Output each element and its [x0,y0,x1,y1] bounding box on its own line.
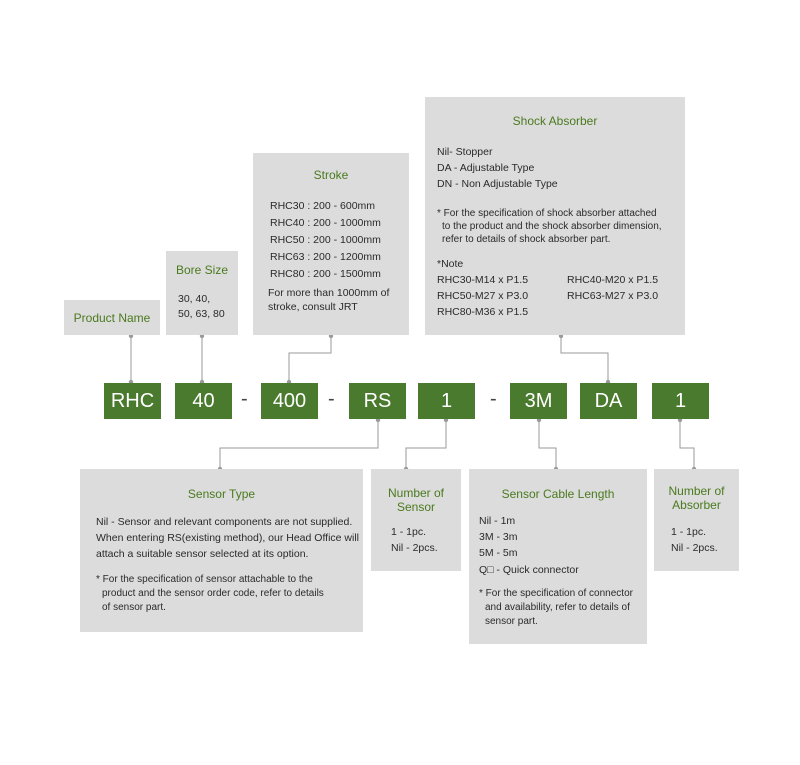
stroke-row: RHC80 : 200 - 1500mm [270,268,381,280]
shock-option: DN - Non Adjustable Type [437,178,558,190]
shock-thread: RHC50-M27 x P3.0 [437,290,529,302]
stroke-row: RHC30 : 200 - 600mm [270,200,376,212]
code-separator: - [328,388,335,410]
sensor-cable-spec2: and availability, refer to details of [485,602,630,613]
code-part-stroke: 400 [261,383,318,419]
sensor-type-spec3: of sensor part. [102,602,166,613]
shock-option: DA - Adjustable Type [437,162,535,174]
number-absorber-title1: Number of [668,484,725,498]
code-part-bore: 40 [175,383,232,419]
number-absorber-title2: Absorber [672,498,721,512]
code-part-number-sensor: 1 [418,383,475,419]
stroke-note-line1: For more than 1000mm of [268,287,390,299]
code-part-product: RHC [104,383,161,419]
stroke-row: RHC50 : 200 - 1000mm [270,234,381,246]
number-sensor-box [371,469,461,571]
number-absorber-box [654,469,739,571]
sensor-type-title: Sensor Type [187,487,256,501]
sensor-type-spec1: * For the specification of sensor attachable to the [96,574,313,585]
sensor-cable-option: 3M - 3m [479,531,518,543]
sensor-type-spec2: product and the sensor order code, refer to details [102,588,324,599]
sensor-cable-title: Sensor Cable Length [501,487,615,501]
sensor-cable-option: Nil - 1m [479,515,516,527]
connector-cable [539,419,556,469]
sensor-cable-spec1: * For the specification of connector [479,588,633,599]
connector-absorber [680,419,694,469]
sensor-cable-option: 5M - 5m [479,547,518,559]
connector-shock-absorber [561,336,608,383]
number-sensor-title2: Sensor [396,500,436,514]
connector-sensor-type [220,419,378,469]
stroke-title: Stroke [313,168,349,182]
shock-note-label: *Note [437,258,464,270]
number-absorber-opt1: 1 - 1pc. [671,526,707,538]
code-separator: - [241,388,248,410]
sensor-cable-box [469,469,647,644]
shock-spec-line2: to the product and the shock absorber dimension, [442,221,662,232]
code-part-number-absorber: 1 [652,383,709,419]
shock-thread: RHC63-M27 x P3.0 [567,290,659,302]
bore-size-title: Bore Size [175,263,229,277]
code-part-shock: DA [580,383,637,419]
stroke-row: RHC40 : 200 - 1000mm [270,217,381,229]
shock-absorber-title: Shock Absorber [512,114,598,128]
sensor-type-box [80,469,363,632]
stroke-note-line2: stroke, consult JRT [268,301,358,313]
number-sensor-opt2: Nil - 2pcs. [391,542,438,554]
bore-size-box [166,251,238,335]
shock-spec-line3: refer to details of shock absorber part. [442,234,611,245]
shock-option: Nil- Stopper [437,146,493,158]
number-absorber-opt2: Nil - 2pcs. [671,542,718,554]
shock-absorber-box [425,97,685,335]
stroke-box [253,153,409,335]
shock-thread: RHC80-M36 x P1.5 [437,306,529,318]
code-separator: - [490,388,497,410]
bore-size-line1: 30, 40, [178,293,211,305]
stroke-row: RHC63 : 200 - 1200mm [270,251,381,263]
sensor-type-line3: attach a suitable sensor selected at its option. [96,548,309,560]
sensor-cable-option: Q□ - Quick connector [479,564,579,576]
number-sensor-title1: Number of [387,486,445,500]
sensor-type-line2: When entering RS(existing method), our Head Office will [96,532,360,544]
product-name-box [64,300,160,335]
code-part-cable: 3M [510,383,567,419]
product-name-title: Product Name [73,311,151,325]
number-sensor-opt1: 1 - 1pc. [391,526,427,538]
shock-spec-line1: * For the specification of shock absorber attached [437,208,657,219]
connector-number-sensor [406,419,446,469]
shock-thread: RHC40-M20 x P1.5 [567,274,659,286]
shock-thread: RHC30-M14 x P1.5 [437,274,529,286]
sensor-cable-spec3: sensor part. [485,616,538,627]
code-part-sensor-type: RS [349,383,406,419]
connector-stroke [289,336,331,383]
bore-size-line2: 50, 63, 80 [178,308,225,320]
sensor-type-line1: Nil - Sensor and relevant components are not supplied. [96,516,353,528]
